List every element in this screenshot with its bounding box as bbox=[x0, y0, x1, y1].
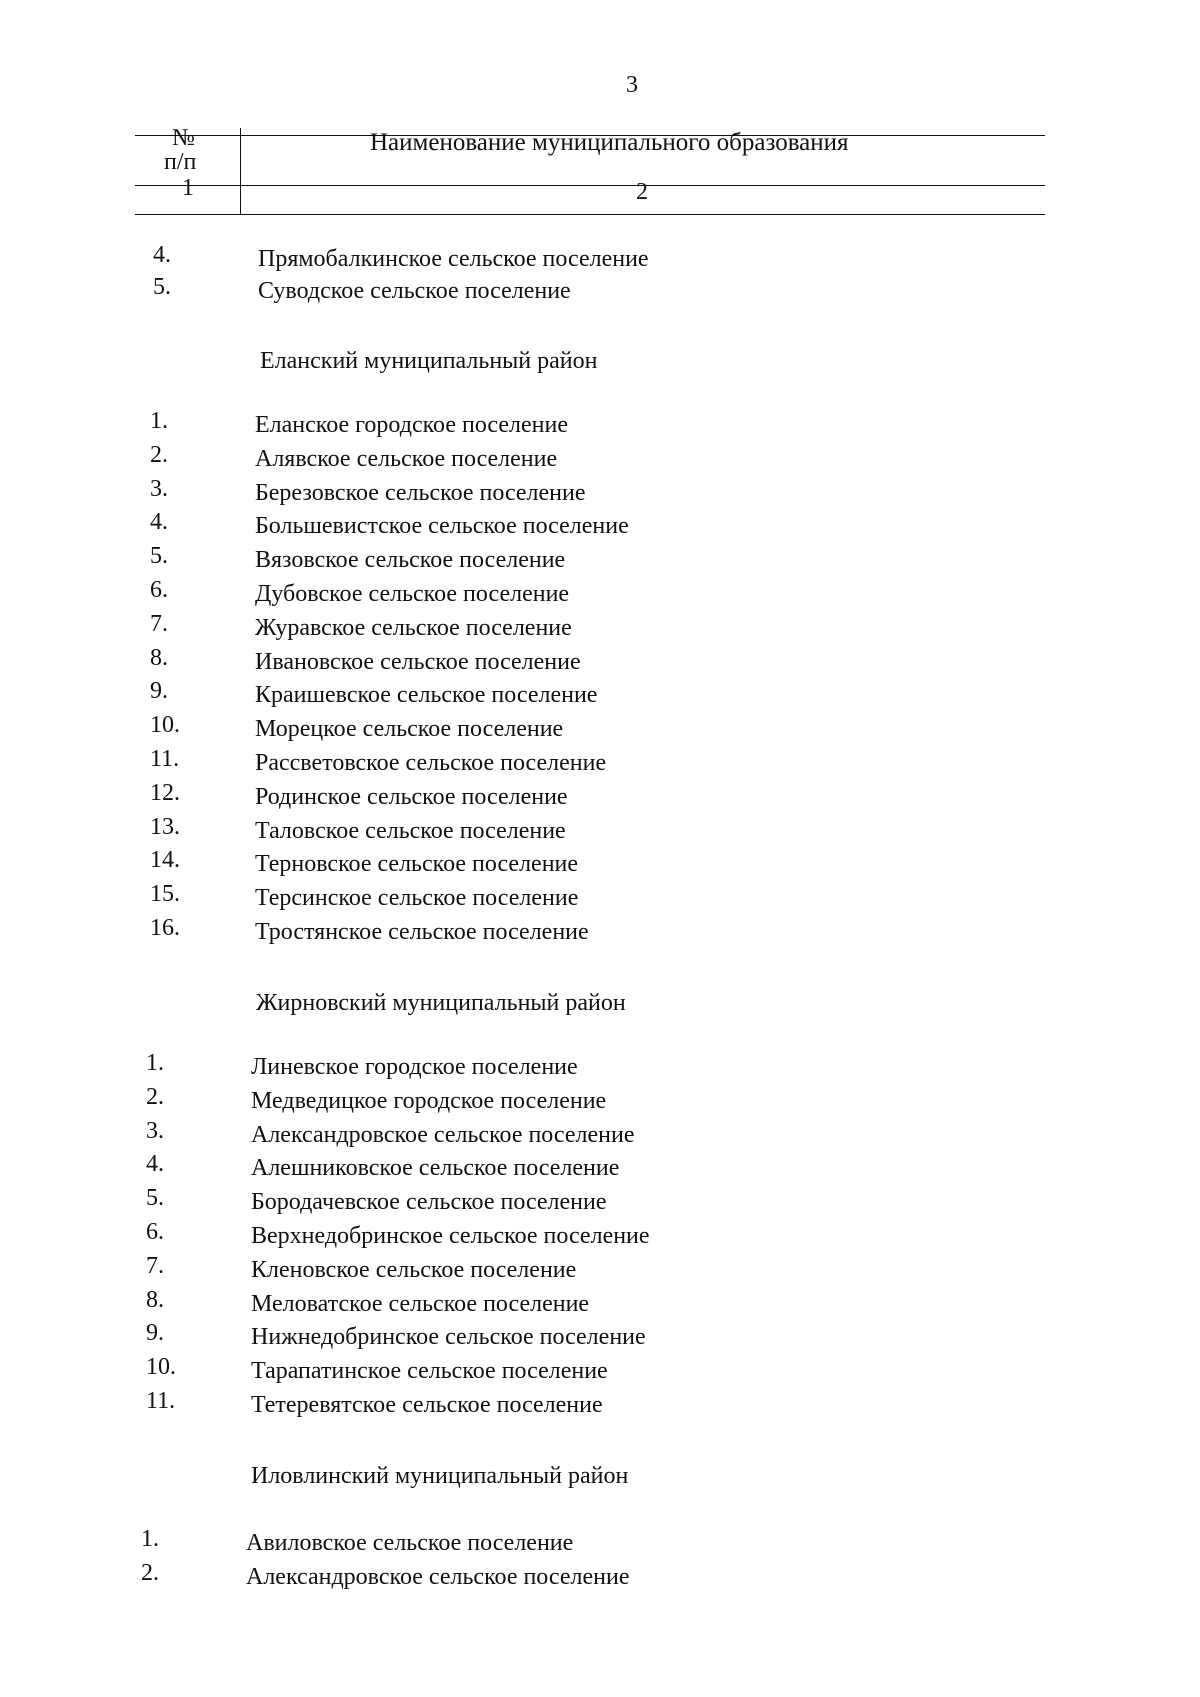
item-number: 7. bbox=[146, 1252, 164, 1279]
item-name: Александровское сельское поселение bbox=[246, 1563, 630, 1590]
item-number: 10. bbox=[146, 1354, 176, 1381]
item-name: Еланское городское поселение bbox=[255, 412, 568, 438]
header-bottom-rule bbox=[135, 214, 1045, 215]
item-name: Александровское сельское поселение bbox=[251, 1121, 635, 1148]
item-number: 2. bbox=[141, 1559, 159, 1586]
item-number: 3. bbox=[150, 475, 168, 502]
item-name: Дубовское сельское поселение bbox=[255, 581, 570, 607]
item-number: 5. bbox=[150, 543, 168, 570]
item-name: Тростянское сельское поселение bbox=[255, 919, 589, 945]
item-number: 1. bbox=[141, 1526, 159, 1552]
column-index-2: 2 bbox=[636, 179, 648, 205]
item-name: Краишевское сельское поселение bbox=[255, 682, 598, 709]
item-name: Терсинское сельское поселение bbox=[255, 885, 579, 912]
header-column-divider bbox=[240, 128, 241, 214]
item-name: Морецкое сельское поселение bbox=[255, 716, 564, 743]
item-name: Большевистское сельское поселение bbox=[255, 513, 629, 540]
item-name: Линевское городское поселение bbox=[251, 1054, 578, 1080]
item-name: Медведицкое городское поселение bbox=[251, 1087, 607, 1114]
item-number: 6. bbox=[150, 577, 168, 603]
header-middle-rule bbox=[135, 185, 1045, 186]
item-name: Верхнедобринское сельское поселение bbox=[251, 1223, 650, 1249]
item-number: 5. bbox=[146, 1185, 164, 1212]
item-number: 4. bbox=[153, 242, 171, 268]
item-name: Таловское сельское поселение bbox=[255, 817, 566, 844]
name-column-header: Наименование муниципального образования bbox=[370, 129, 849, 156]
district-heading: Иловлинский муниципальный район bbox=[251, 1463, 629, 1489]
item-name: Тетеревятское сельское поселение bbox=[251, 1392, 603, 1418]
item-number: 3. bbox=[146, 1117, 164, 1144]
item-number: 8. bbox=[146, 1286, 164, 1313]
item-number: 2. bbox=[146, 1083, 164, 1110]
item-number: 11. bbox=[146, 1388, 176, 1414]
item-name: Ивановское сельское поселение bbox=[255, 648, 581, 675]
item-name: Родинское сельское поселение bbox=[255, 783, 568, 810]
item-number: 4. bbox=[150, 509, 168, 536]
item-name: Меловатское сельское поселение bbox=[251, 1290, 590, 1317]
item-number: 6. bbox=[146, 1219, 164, 1245]
item-number: 8. bbox=[150, 644, 168, 671]
item-name: Терновское сельское поселение bbox=[255, 851, 579, 878]
number-abbr-header: п/п bbox=[164, 149, 197, 175]
item-number: 4. bbox=[146, 1151, 164, 1178]
item-name: Кленовское сельское поселение bbox=[251, 1256, 577, 1283]
item-name: Рассветовское сельское поселение bbox=[255, 750, 607, 776]
item-number: 16. bbox=[150, 915, 180, 941]
column-index-1: 1 bbox=[182, 175, 194, 201]
item-name: Березовское сельское поселение bbox=[255, 479, 586, 506]
item-number: 12. bbox=[150, 779, 180, 806]
item-name: Прямобалкинское сельское поселение bbox=[258, 246, 649, 272]
item-number: 10. bbox=[150, 712, 180, 739]
item-name: Тарапатинское сельское поселение bbox=[251, 1358, 608, 1385]
item-number: 14. bbox=[150, 847, 180, 874]
item-number: 9. bbox=[150, 678, 168, 705]
item-name: Алешниковское сельское поселение bbox=[251, 1155, 620, 1182]
item-name: Алявское сельское поселение bbox=[255, 445, 558, 472]
item-number: 5. bbox=[153, 274, 171, 300]
item-number: 7. bbox=[150, 610, 168, 637]
item-name: Суводское сельское поселение bbox=[258, 278, 571, 304]
item-number: 13. bbox=[150, 813, 180, 840]
item-name: Бородачевское сельское поселение bbox=[251, 1189, 607, 1216]
page-number: 3 bbox=[626, 72, 638, 98]
district-heading: Еланский муниципальный район bbox=[260, 348, 598, 374]
item-number: 2. bbox=[150, 441, 168, 468]
item-number: 15. bbox=[150, 881, 180, 908]
item-number: 1. bbox=[146, 1050, 164, 1076]
number-sign-header: № bbox=[172, 125, 195, 151]
item-number: 11. bbox=[150, 746, 180, 772]
item-number: 9. bbox=[146, 1320, 164, 1347]
item-name: Нижнедобринское сельское поселение bbox=[251, 1324, 646, 1351]
district-heading: Жирновский муниципальный район bbox=[256, 990, 626, 1016]
item-name: Вязовское сельское поселение bbox=[255, 547, 566, 574]
item-name: Журавское сельское поселение bbox=[255, 614, 572, 641]
item-number: 1. bbox=[150, 408, 168, 434]
item-name: Авиловское сельское поселение bbox=[246, 1530, 574, 1556]
